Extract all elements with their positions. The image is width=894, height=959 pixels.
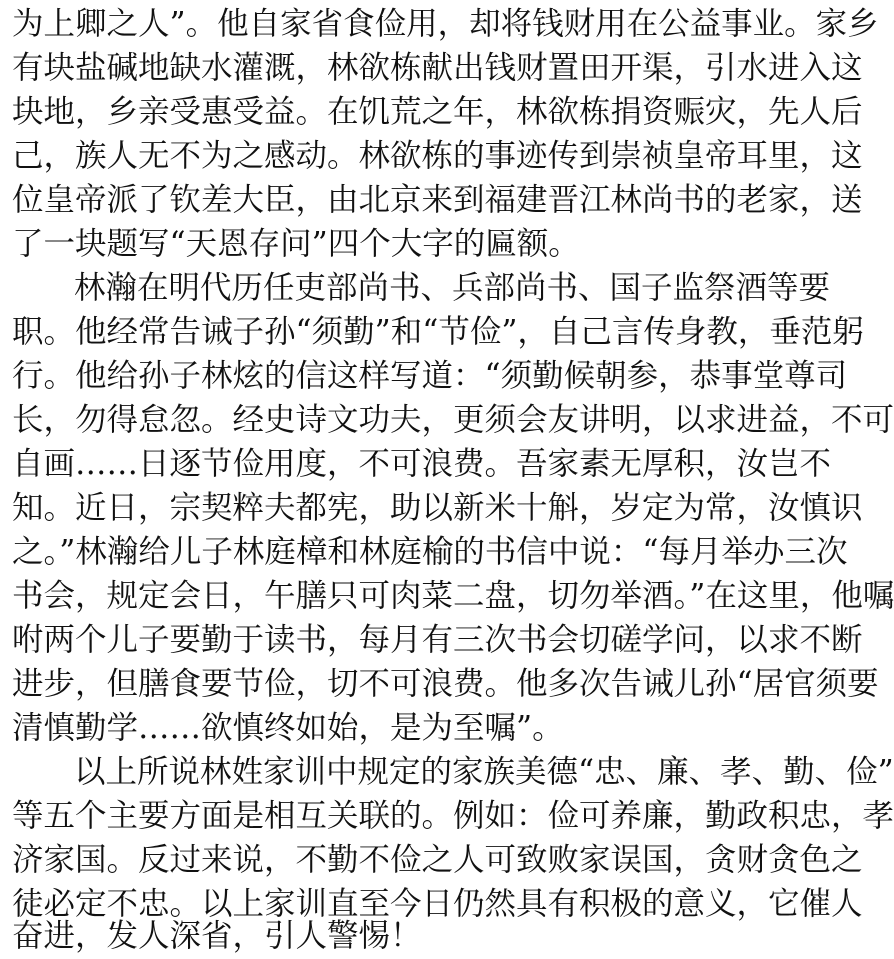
- text-line: 己，族人无不为之感动。林欲栋的事迹传到崇祯皇帝耳里，这: [12, 138, 863, 174]
- text-line: 清慎勤学……欲慎终如始，是为至嘱”。: [12, 710, 564, 746]
- text-line: 徒必定不忠。以上家训直至今日仍然具有积极的意义，它催人: [12, 886, 863, 922]
- text-line: 等五个主要方面是相互关联的。例如：俭可养廉，勤政积忠，孝: [12, 798, 894, 834]
- text-line: 为上卿之人”。他自家省食俭用，却将钱财用在公益事业。家乡: [12, 6, 879, 42]
- paragraph-first-line: 林瀚在明代历任吏部尚书、兵部尚书、国子监祭酒等要: [74, 270, 831, 306]
- text-line: 奋进，发人深省，引人警惕！: [12, 918, 422, 954]
- text-line: 了一块题写“天恩存问”四个大字的匾额。: [12, 226, 580, 262]
- text-line: 自画……日逐节俭用度，不可浪费。吾家素无厚积，汝岂不: [12, 446, 832, 482]
- text-line: 有块盐碱地缺水灌溉，林欲栋献出钱财置田开渠，引水进入这: [12, 50, 863, 86]
- text-line: 咐两个儿子要勤于读书，每月有三次书会切磋学问，以求不断: [12, 622, 863, 658]
- text-line: 知。近日，宗契粹夫都宪，助以新米十斛，岁定为常，汝慎识: [12, 490, 863, 526]
- text-line: 行。他给孙子林炫的信这样写道：“须勤候朝参，恭事堂尊司: [12, 358, 848, 394]
- text-line: 位皇帝派了钦差大臣，由北京来到福建晋江林尚书的老家，送: [12, 182, 863, 218]
- paragraph-first-line: 以上所说林姓家训中规定的家族美德“忠、廉、孝、勤、俭”: [74, 754, 894, 790]
- text-line: 济家国。反过来说，不勤不俭之人可致败家误国，贪财贪色之: [12, 842, 863, 878]
- text-line: 长，勿得怠忽。经史诗文功夫，更须会友讲明，以求进益，不可: [12, 402, 894, 438]
- text-line: 职。他经常告诫子孙“须勤”和“节俭”，自己言传身教，垂范躬: [12, 314, 864, 350]
- text-line: 进步，但膳食要节俭，切不可浪费。他多次告诫儿孙“居官须要: [12, 666, 879, 702]
- text-line: 书会，规定会日，午膳只可肉菜二盘，切勿举酒。”在这里，他嘱: [12, 578, 894, 614]
- text-line: 块地，乡亲受惠受益。在饥荒之年，林欲栋捐资赈灾，先人后: [12, 94, 863, 130]
- text-line: 之。”林瀚给儿子林庭樟和林庭榆的书信中说：“每月举办三次: [12, 534, 848, 570]
